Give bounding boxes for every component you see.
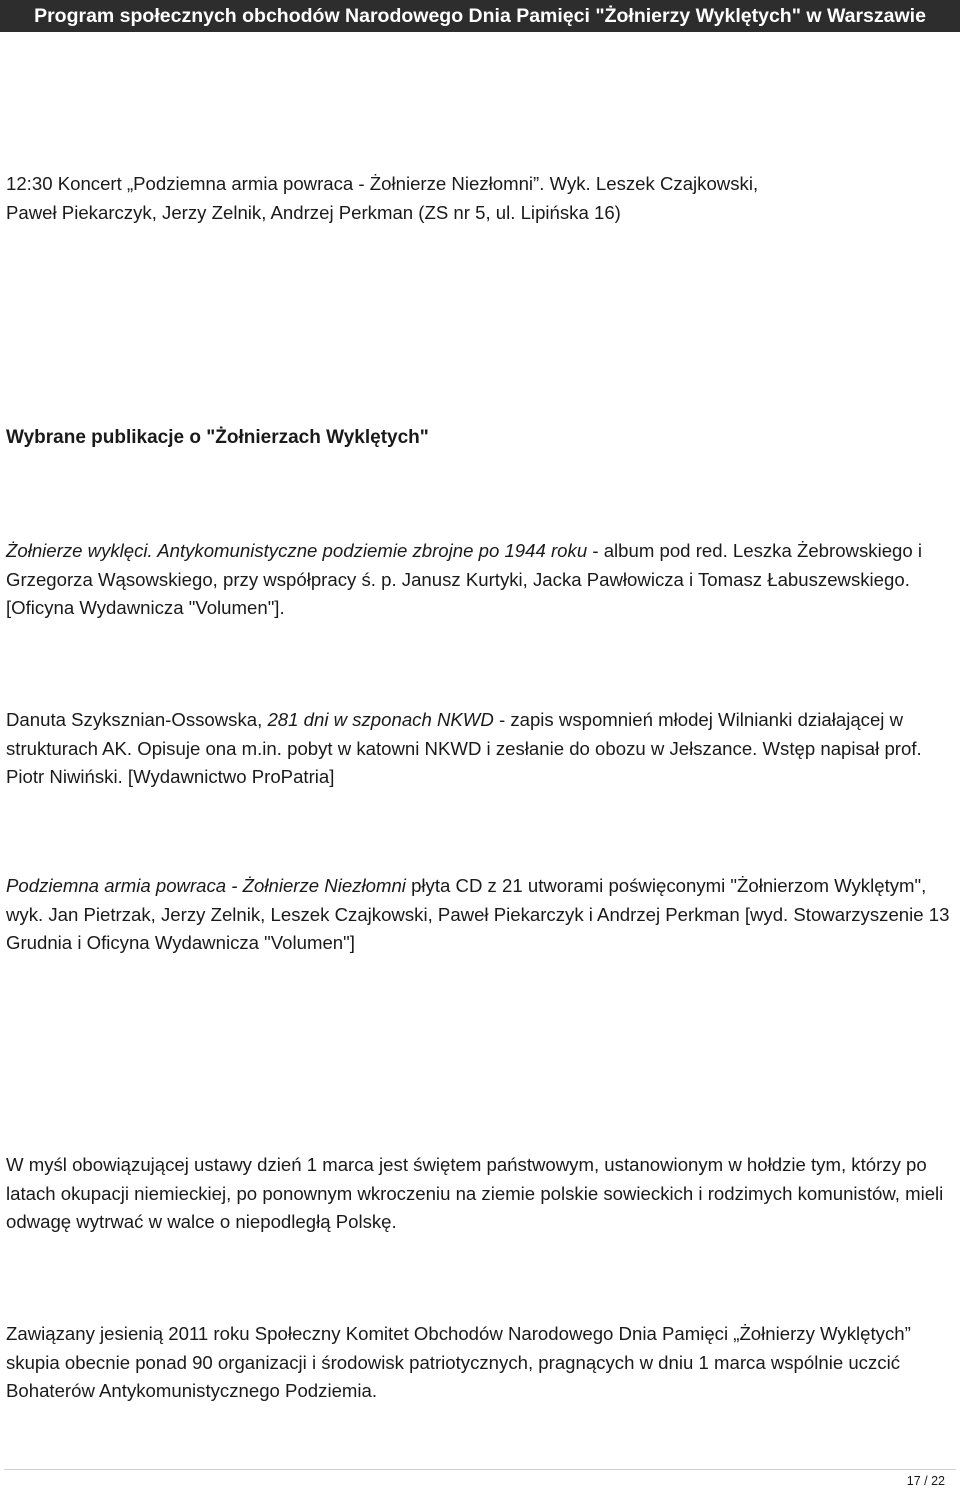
publication-author: Danuta Szyksznian-Ossowska, [6, 709, 268, 730]
closing-paragraph-2: Zawiązany jesienią 2011 roku Społeczny Komitet Obchodów Narodowego Dnia Pamięci „Żołnierzy Wyklętych” skupia obecnie ponad 90 organizacji i środowisk patriotycznych, pragnących w dniu 1 marca wspólnie uczcić Bohaterów Antykomunistycznego Podziemia. [6, 1323, 911, 1401]
publication-description: - album pod red. Leszka Żebrowskiego i Grzegorza Wąsowskiego, przy współpracy ś. p. Janusz Kurtyki, Jacka Pawłowicza i Tomasz Łabuszewskiego. [Oficyna Wydawnicza "Volumen"]. [6, 540, 923, 618]
closing-paragraph-1: W myśl obowiązującej ustawy dzień 1 marca jest świętem państwowym, ustanowionym w hołdzie tym, którzy po latach okupacji niemieckiej, po ponownym wkroczeniu na ziemie polskie sowieckich i rodzimych komunistów, mieli odwagę wytrwać w walce o niepodległą Polskę. [6, 1154, 944, 1232]
publication-item-1 [6, 537, 954, 623]
publication-item-2 [6, 706, 954, 792]
footer-divider [4, 1469, 956, 1470]
publications-heading: Wybrane publikacje o "Żołnierzach Wyklętych" [6, 427, 429, 448]
publication-description: - zapis wspomnień młodej Wilnianki działającej w strukturach AK. Opisuje ona m.in. pobyt w katowni NKWD i zesłanie do obozu w Jełszance. Wstęp napisał prof. Piotr Niwiński. [Wydawnictwo ProPatria] [6, 709, 922, 787]
page-number: 17 / 22 [906, 1474, 945, 1488]
publication-description: płyta CD z 21 utworami poświęconymi "Żołnierzom Wyklętym", wyk. Jan Pietrzak, Jerzy Zelnik, Leszek Czajkowski, Paweł Piekarczyk i Andrzej Perkman [wyd. Stowarzyszenie 13 Grudnia i Oficyna Wydawnicza "Volumen"] [6, 875, 950, 953]
concert-line-2: Paweł Piekarczyk, Jerzy Zelnik, Andrzej Perkman (ZS nr 5, ul. Lipińska 16) [6, 201, 621, 223]
header-title: Program społecznych obchodów Narodowego Dnia Pamięci "Żołnierzy Wyklętych" w Warszawie [34, 5, 926, 27]
page-header [0, 0, 960, 32]
publication-title: Żołnierze wyklęci. Antykomunistyczne podziemie zbrojne po 1944 roku [6, 540, 588, 561]
concert-line-1: 12:30 Koncert „Podziemna armia powraca - Żołnierze Niezłomni”. Wyk. Leszek Czajkowski, [6, 173, 759, 194]
publication-title: 281 dni w szponach NKWD [267, 709, 494, 730]
publication-title: Podziemna armia powraca - Żołnierze Niezłomni [6, 875, 406, 896]
publication-item-3 [6, 872, 954, 958]
concert-paragraph [6, 170, 954, 227]
